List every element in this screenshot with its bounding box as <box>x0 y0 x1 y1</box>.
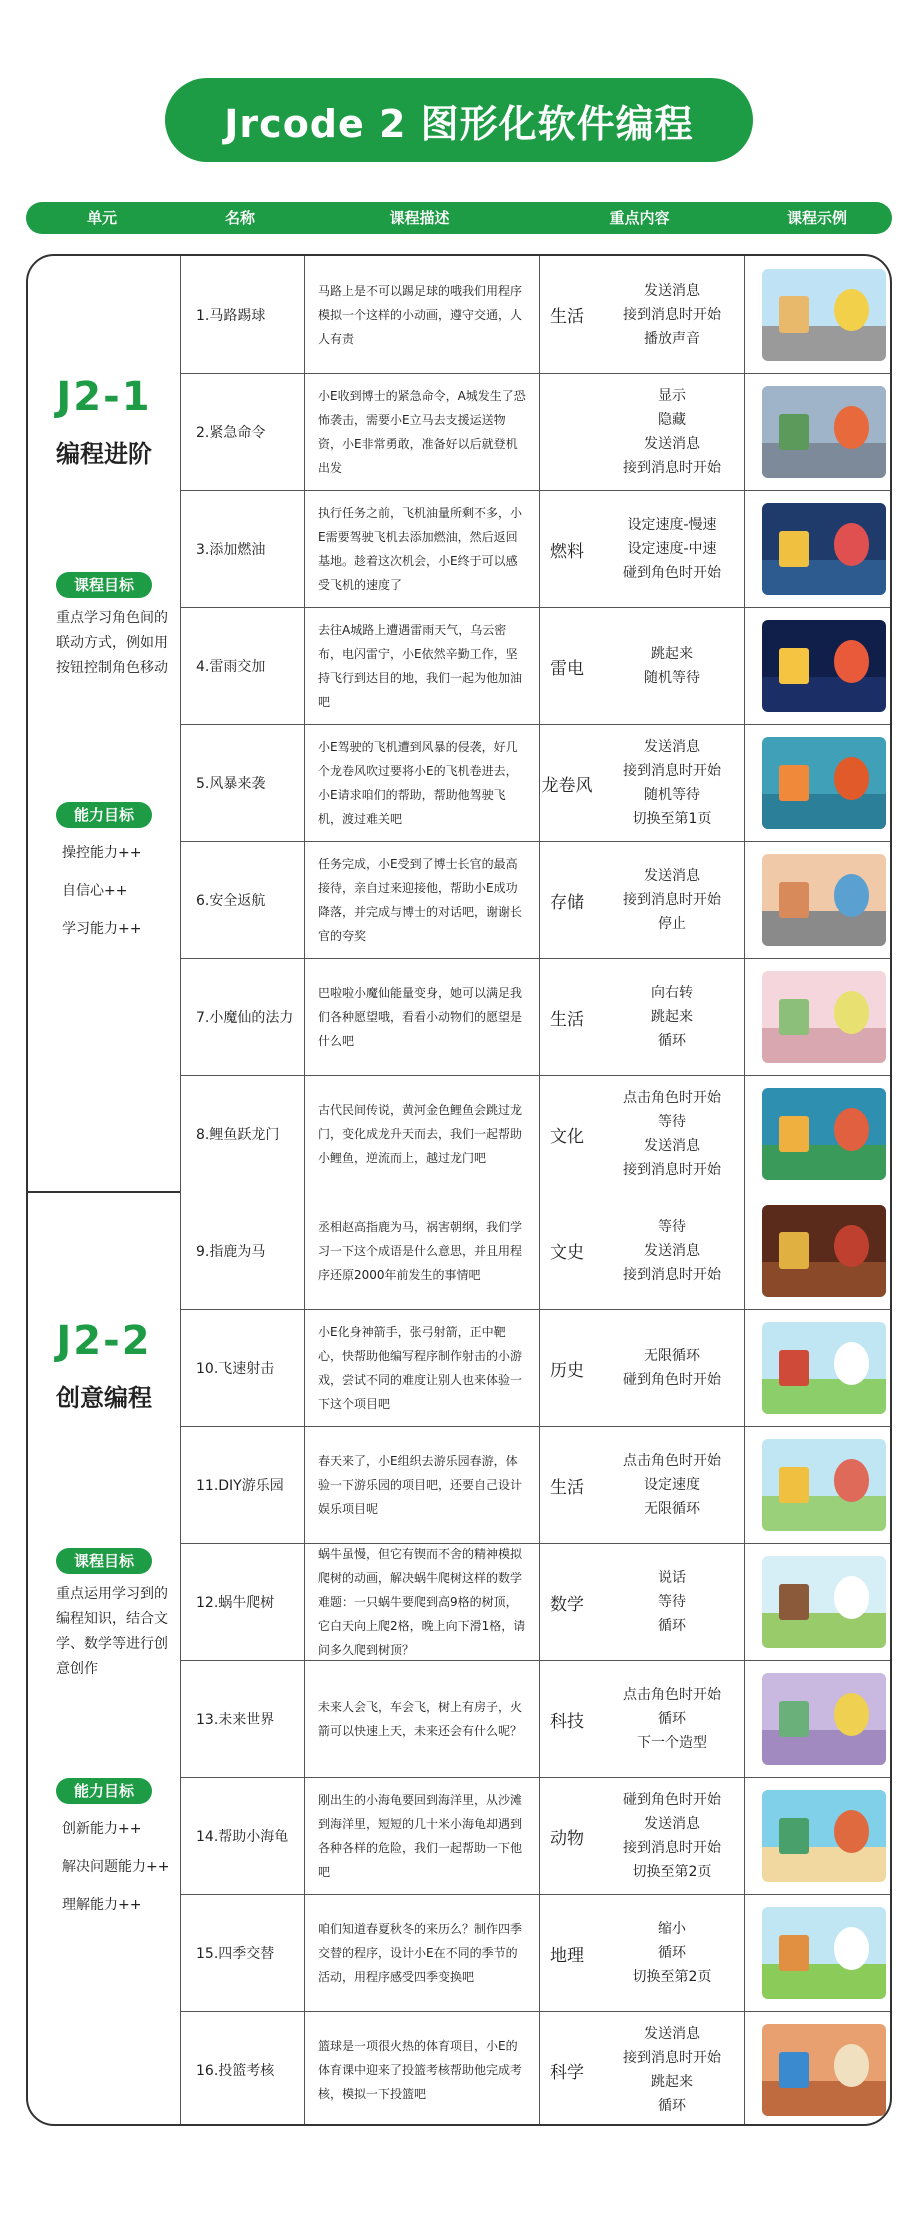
lesson-description: 去往A城路上遭遇雷雨天气，乌云密布，电闪雷宁，小E依然辛勤工作，坚持飞行到达目的地，我们一起为他加油吧 <box>318 623 523 709</box>
illustration-shape <box>834 1108 869 1150</box>
lesson-row <box>180 1309 892 1426</box>
lesson-topic: 燃料 <box>550 541 584 562</box>
illustration-shape <box>834 991 869 1033</box>
lesson-description: 巴啦啦小魔仙能量变身，她可以满足我们各种愿望哦，看看小动物们的愿望是什么吧 <box>318 986 523 1048</box>
lesson-key-points <box>595 374 744 490</box>
illustration-shape <box>834 1693 869 1735</box>
lesson-example-cell <box>744 842 892 958</box>
key-point: 接到消息时开始 <box>623 2050 721 2066</box>
lesson-description: 马路上是不可以踢足球的哦我们用程序模拟一个这样的小动画，遵守交通，人人有责 <box>318 283 523 346</box>
lesson-key-points <box>595 2012 744 2126</box>
key-point: 说话 <box>658 1570 686 1586</box>
lesson-name: 9.指鹿为马 <box>196 1243 266 1260</box>
lesson-name: 14.帮助小海龟 <box>196 1829 289 1845</box>
key-point: 下一个造型 <box>637 1735 707 1751</box>
lesson-example-cell <box>744 1427 892 1543</box>
ability-goal-badge: 能力目标 <box>56 1778 152 1804</box>
lesson-topic: 文史 <box>550 1243 584 1263</box>
lesson-example-cell <box>744 608 892 724</box>
lesson-row <box>180 2011 892 2126</box>
lesson-row <box>180 373 892 490</box>
lesson-row <box>180 1192 892 1309</box>
lesson-key-points <box>595 725 744 841</box>
illustration-shape <box>834 874 869 916</box>
lesson-example-cell <box>744 959 892 1075</box>
key-point: 无限循环 <box>644 1348 700 1364</box>
ability-item: 操控能力++ <box>62 845 142 861</box>
key-point: 无限循环 <box>644 1501 700 1517</box>
lesson-key-points <box>595 1310 744 1426</box>
lesson-topic: 文化 <box>550 1126 584 1147</box>
header-desc: 课程描述 <box>389 209 450 227</box>
lesson-name: 7.小魔仙的法力 <box>196 1010 294 1026</box>
lesson-row <box>180 607 892 724</box>
illustration-shape <box>779 882 809 919</box>
unit-name: 编程进阶 <box>56 440 152 468</box>
lesson-row <box>180 1543 892 1660</box>
table-header <box>26 202 892 234</box>
lesson-description: 蜗牛虽慢，但它有锲而不舍的精神模拟爬树的动画，解决蜗牛爬树这样的数学难题：一只蜗牛要爬到高9格的树顶，它白天向上爬2格，晚上向下滑1格，请问多久爬到树顶？ <box>318 1547 526 1657</box>
lesson-name: 6.安全返航 <box>196 893 266 909</box>
illustration-shape <box>779 531 809 568</box>
illustration-shape <box>834 289 869 331</box>
lesson-description: 刚出生的小海龟要回到海洋里，从沙滩到海洋里，短短的几十米小海龟却遇到各种各样的危险，我们一起帮助一下他吧 <box>318 1793 523 1879</box>
key-point: 接到消息时开始 <box>623 1162 721 1178</box>
illustration-shape <box>834 1342 869 1384</box>
lesson-topic: 雷电 <box>550 658 584 679</box>
lesson-name: 2.紧急命令 <box>196 425 266 441</box>
key-point: 发送消息 <box>644 2026 700 2042</box>
ability-item: 创新能力++ <box>62 1821 142 1837</box>
key-point: 接到消息时开始 <box>623 1266 721 1283</box>
key-point: 循环 <box>658 2098 686 2114</box>
key-point: 接到消息时开始 <box>623 460 721 476</box>
header-name: 名称 <box>224 209 255 227</box>
header-unit: 单元 <box>86 209 117 227</box>
lesson-example-image <box>762 1673 886 1765</box>
lesson-example-cell <box>744 725 892 841</box>
lesson-example-image <box>762 1790 886 1882</box>
title-banner <box>165 78 753 162</box>
lesson-example-cell <box>744 1192 892 1309</box>
key-point: 切换至第2页 <box>632 1864 712 1880</box>
illustration-shape <box>834 1225 869 1267</box>
lesson-example-image <box>762 269 886 361</box>
lesson-topic: 科技 <box>550 1711 584 1732</box>
illustration-shape <box>779 648 809 685</box>
ability-goal-badge: 能力目标 <box>56 802 152 828</box>
lesson-example-image <box>762 1205 886 1297</box>
lesson-name: 13.未来世界 <box>196 1712 275 1728</box>
lesson-description: 小E收到博士的紧急命令，A城发生了恐怖袭击，需要小E立马去支援运送物资，小E非常勇敢，准备好以后就登机出发 <box>318 389 526 475</box>
course-goal-badge: 课程目标 <box>56 1548 152 1574</box>
lesson-description: 执行任务之前，飞机油量所剩不多，小E需要驾驶飞机去添加燃油，然后返回基地。趁着这次机会，小E终于可以感受飞机的速度了 <box>318 506 523 592</box>
lesson-row <box>180 1426 892 1543</box>
illustration-shape <box>779 1232 809 1269</box>
lesson-key-points <box>595 1076 744 1192</box>
lesson-name: 10.飞速射击 <box>196 1361 275 1377</box>
key-point: 碰到角色时开始 <box>623 1372 721 1388</box>
key-point: 点击角色时开始 <box>623 1090 721 1106</box>
lesson-row <box>180 490 892 607</box>
key-point: 发送消息 <box>644 868 700 884</box>
key-point: 跳起来 <box>651 2074 693 2090</box>
course-goal-text: 重点运用学习到的编程知识，结合文学、数学等进行创意创作 <box>56 1586 168 1677</box>
illustration-shape <box>779 1350 809 1387</box>
lesson-name: 1.马路踢球 <box>196 307 266 324</box>
key-point: 发送消息 <box>644 1816 700 1832</box>
lesson-row <box>180 1777 892 1894</box>
lesson-name: 5.风暴来袭 <box>196 776 266 792</box>
course-table <box>26 254 892 2126</box>
lesson-topic: 存储 <box>550 892 584 913</box>
ability-item: 自信心++ <box>62 883 128 899</box>
key-point: 显示 <box>658 388 686 404</box>
illustration-shape <box>834 1576 869 1618</box>
illustration-shape <box>779 1701 809 1738</box>
illustration-shape <box>779 1116 809 1153</box>
ability-item: 理解能力++ <box>62 1897 142 1913</box>
illustration-shape <box>834 2044 869 2086</box>
key-point: 发送消息 <box>644 282 700 299</box>
key-point: 循环 <box>658 1618 686 1634</box>
key-point: 切换至第2页 <box>632 1969 712 1985</box>
key-point: 碰到角色时开始 <box>623 1792 721 1808</box>
lesson-example-cell <box>744 1076 892 1192</box>
lesson-topic: 动物 <box>550 1828 584 1849</box>
illustration-shape <box>834 1927 869 1969</box>
lesson-name: 16.投篮考核 <box>196 2063 275 2079</box>
lesson-example-image <box>762 1439 886 1531</box>
lesson-description: 春天来了，小E组织去游乐园春游，体验一下游乐园的项目吧，还要自己设计娱乐项目呢 <box>318 1454 523 1516</box>
unit-code: J2-1 <box>56 374 152 420</box>
lesson-row <box>180 1075 892 1192</box>
lesson-example-cell <box>744 1661 892 1777</box>
key-point: 等待 <box>658 1114 686 1130</box>
unit-panel-j2-1 <box>28 256 180 1192</box>
lesson-topic: 生活 <box>550 1009 584 1030</box>
lesson-key-points <box>595 608 744 724</box>
lesson-name: 11.DIY游乐园 <box>196 1478 284 1494</box>
illustration-shape <box>834 640 869 682</box>
illustration-shape <box>834 1459 869 1501</box>
lesson-example-image <box>762 1088 886 1180</box>
lesson-example-image <box>762 503 886 595</box>
lesson-topic: 龙卷风 <box>541 775 593 796</box>
illustration-shape <box>834 406 869 448</box>
key-point: 接到消息时开始 <box>623 763 721 779</box>
lesson-topic: 生活 <box>550 1477 584 1498</box>
key-point: 接到消息时开始 <box>623 306 721 323</box>
key-point: 随机等待 <box>644 787 700 803</box>
header-example: 课程示例 <box>786 209 847 227</box>
lesson-example-image <box>762 737 886 829</box>
lesson-example-image <box>762 1322 886 1414</box>
lesson-name: 15.四季交替 <box>196 1946 275 1962</box>
key-point: 循环 <box>658 1033 686 1049</box>
lesson-example-cell <box>744 2012 892 2126</box>
lesson-key-points <box>595 256 744 373</box>
lesson-description: 小E化身神箭手，张弓射箭，正中靶心，快帮助他编写程序制作射击的小游戏，尝试不同的难度让别人也来体验一下这个项目吧 <box>318 1325 523 1411</box>
course-goal-text: 重点学习角色间的联动方式，例如用按钮控制角色移动 <box>56 610 168 676</box>
lesson-example-cell <box>744 1778 892 1894</box>
lesson-key-points <box>595 1192 744 1309</box>
lesson-example-image <box>762 971 886 1063</box>
key-point: 发送消息 <box>644 739 700 755</box>
key-point: 碰到角色时开始 <box>623 565 721 581</box>
lesson-topic <box>539 374 595 490</box>
lesson-example-image <box>762 620 886 712</box>
lesson-example-cell <box>744 1895 892 2011</box>
lesson-row <box>180 1660 892 1777</box>
header-points: 重点内容 <box>609 209 670 227</box>
illustration-shape <box>779 1818 809 1855</box>
page-title: Jrcode 2 图形化软件编程 <box>224 101 694 146</box>
unit-panel-j2-2 <box>28 1192 180 2126</box>
key-point: 隐藏 <box>658 412 686 428</box>
ability-item: 解决问题能力++ <box>62 1859 170 1875</box>
lesson-topic: 地理 <box>550 1945 584 1966</box>
lesson-name: 3.添加燃油 <box>196 542 266 558</box>
key-point: 循环 <box>658 1945 686 1961</box>
key-point: 播放声音 <box>644 330 700 347</box>
lesson-example-image <box>762 2024 886 2116</box>
lesson-description: 任务完成，小E受到了博士长官的最高接待，亲自过来迎接他，帮助小E成功降落，并完成与博士的对话吧，谢谢长官的夸奖 <box>318 857 523 943</box>
lesson-example-image <box>762 1556 886 1648</box>
key-point: 设定速度-中速 <box>627 541 717 557</box>
lesson-name: 4.雷雨交加 <box>196 659 266 675</box>
illustration-shape <box>779 999 809 1036</box>
key-point: 缩小 <box>658 1921 686 1937</box>
lesson-topic: 生活 <box>550 307 584 327</box>
illustration-shape <box>779 296 809 333</box>
lesson-description: 古代民间传说，黄河金色鲤鱼会跳过龙门，变化成龙升天而去，我们一起帮助小鲤鱼，逆流而上，越过龙门吧 <box>318 1103 523 1165</box>
key-point: 接到消息时开始 <box>623 1840 721 1856</box>
lesson-key-points <box>595 491 744 607</box>
lesson-description: 丞相赵高指鹿为马，祸害朝纲，我们学习一下这个成语是什么意思，并且用程序还原2000年前发生的事情吧 <box>318 1219 523 1282</box>
lesson-key-points <box>595 1427 744 1543</box>
lesson-example-cell <box>744 256 892 373</box>
lesson-topic: 历史 <box>550 1360 584 1381</box>
illustration-shape <box>779 1935 809 1972</box>
illustration-shape <box>834 757 869 799</box>
lesson-key-points <box>595 842 744 958</box>
illustration-shape <box>779 1467 809 1504</box>
key-point: 等待 <box>658 1218 686 1235</box>
lesson-example-cell <box>744 374 892 490</box>
key-point: 跳起来 <box>651 646 693 662</box>
lesson-topic: 数学 <box>550 1594 584 1615</box>
key-point: 跳起来 <box>651 1009 693 1025</box>
illustration-shape <box>834 523 869 565</box>
illustration-shape <box>779 765 809 802</box>
lesson-example-image <box>762 386 886 478</box>
lesson-example-cell <box>744 1544 892 1660</box>
lesson-name: 12.蜗牛爬树 <box>196 1595 275 1611</box>
lesson-name: 8.鲤鱼跃龙门 <box>196 1127 280 1143</box>
unit-code: J2-2 <box>56 1318 152 1364</box>
lesson-row <box>180 958 892 1075</box>
lesson-row <box>180 724 892 841</box>
ability-item: 学习能力++ <box>62 921 142 937</box>
lesson-example-image <box>762 854 886 946</box>
key-point: 发送消息 <box>644 1138 700 1154</box>
key-point: 设定速度-慢速 <box>627 517 717 533</box>
key-point: 随机等待 <box>644 670 700 686</box>
course-goal-badge: 课程目标 <box>56 572 152 598</box>
key-point: 点击角色时开始 <box>623 1687 721 1703</box>
lesson-key-points <box>595 1661 744 1777</box>
lesson-row <box>180 1894 892 2011</box>
lesson-description: 未来人会飞，车会飞，树上有房子，火箭可以快速上天，未来还会有什么呢？ <box>318 1700 523 1738</box>
key-point: 切换至第1页 <box>632 811 712 827</box>
key-point: 向右转 <box>651 985 693 1001</box>
lesson-description: 篮球是一项很火热的体育项目，小E的体育课中迎来了投篮考核帮助他完成考核，模拟一下投篮吧 <box>318 2039 523 2101</box>
lesson-example-image <box>762 1907 886 1999</box>
lesson-description: 咱们知道春夏秋冬的来历么？制作四季交替的程序，设计小E在不同的季节的活动，用程序感受四季变换吧 <box>318 1922 523 1984</box>
lesson-example-cell <box>744 491 892 607</box>
lesson-row <box>180 256 892 373</box>
illustration-shape <box>779 1584 809 1621</box>
illustration-shape <box>834 1810 869 1852</box>
key-point: 发送消息 <box>644 1242 700 1259</box>
key-point: 停止 <box>658 916 686 932</box>
lesson-key-points <box>595 1778 744 1894</box>
lesson-key-points <box>595 959 744 1075</box>
illustration-shape <box>779 2052 809 2089</box>
lesson-key-points <box>595 1895 744 2011</box>
key-point: 点击角色时开始 <box>623 1453 721 1469</box>
lesson-description: 小E驾驶的飞机遭到风暴的侵袭，好几个龙卷风吹过要将小E的飞机卷进去，小E请求咱们的帮助，帮助他驾驶飞机，渡过难关吧 <box>318 740 518 826</box>
key-point: 等待 <box>658 1594 686 1610</box>
lesson-row <box>180 841 892 958</box>
lesson-example-cell <box>744 1310 892 1426</box>
lesson-key-points <box>595 1544 744 1660</box>
key-point: 循环 <box>658 1711 686 1727</box>
lesson-topic: 科学 <box>550 2062 584 2083</box>
illustration-shape <box>779 414 809 451</box>
key-point: 接到消息时开始 <box>623 892 721 908</box>
unit-name: 创意编程 <box>56 1384 152 1412</box>
key-point: 设定速度 <box>644 1477 700 1493</box>
key-point: 发送消息 <box>644 436 700 452</box>
